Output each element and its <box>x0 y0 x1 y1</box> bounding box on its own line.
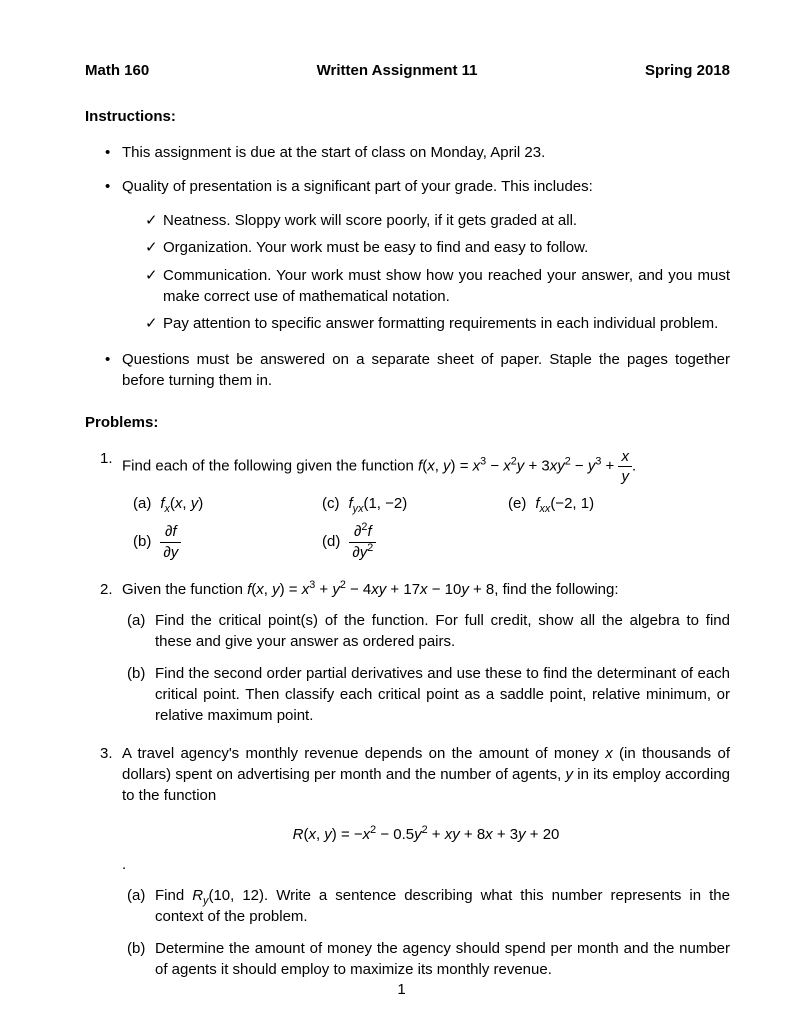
assignment-title: Written Assignment 11 <box>316 62 478 79</box>
problem-1 <box>85 448 730 563</box>
check-item-organization <box>145 237 730 258</box>
problem-3 <box>85 743 730 981</box>
check-item-text: Pay attention to specific answer formatting requirements in each individual problem. <box>163 315 719 333</box>
check-item-communication <box>145 265 730 308</box>
problem-number: 2. <box>100 580 113 598</box>
problem-1-parts <box>133 493 730 561</box>
term-label: Spring 2018 <box>644 62 730 79</box>
part-math: $f_{xx}(-2$, 1) <box>535 495 595 516</box>
problem-1-intro: Find each of the following given the function f(x, $y) = x^3 - x^2y + 3xy^2 - y^3$ + $\frac{x}{y}$ . <box>122 447 637 485</box>
part-empty <box>508 523 730 561</box>
bullet-icon: • <box>105 143 111 161</box>
part-a <box>133 493 322 514</box>
presentation-check-list <box>145 210 730 334</box>
checkmark-icon: ✓ <box>145 266 158 284</box>
problem-3-intro: A travel agency's monthly revenue depends on the amount of money x (in thousands of dollars) spent on advertising per month and the number of agents, y in its employ according to the function <box>122 744 731 805</box>
document-header <box>85 60 730 81</box>
checkmark-icon: ✓ <box>145 239 158 257</box>
problems-heading: Problems: <box>85 414 159 432</box>
instruction-bullet-separate-sheet <box>85 349 730 392</box>
check-item-neatness <box>145 210 730 231</box>
instruction-text: This assignment is due at the start of class on Monday, April 23. <box>122 143 546 161</box>
subpart-text: Find the critical point(s) of the function. For full credit, show all the algebra to find these and give your answer as ordered pairs. <box>155 612 730 651</box>
subpart-text: Find $R_y(10$, 12). Write a sentence describing what this number represents in the context of the problem. <box>155 887 730 926</box>
part-c <box>322 493 508 514</box>
problem-2-part-a <box>122 610 730 653</box>
instruction-text: Questions must be answered on a separate sheet of paper. Staple the pages together before turning them in. <box>122 350 730 389</box>
problem-2 <box>85 579 730 727</box>
problem-3-part-a <box>122 885 730 928</box>
subpart-label: (a) <box>127 887 146 905</box>
subpart-label: (a) <box>127 612 146 630</box>
instructions-heading: Instructions: <box>85 108 176 126</box>
part-label: (c) <box>322 495 340 513</box>
check-item-text: Neatness. Sloppy work will score poorly, if it gets graded at all. <box>163 212 578 230</box>
part-d <box>322 523 508 561</box>
part-math: $f_{yx}(1$, −2) <box>348 495 408 516</box>
problem-body <box>122 448 730 563</box>
instruction-bullet-due-date <box>85 142 730 163</box>
problem-3-part-b <box>122 938 730 981</box>
part-math: $f_x(x$, y) <box>160 495 204 516</box>
course-name: Math 160 <box>85 62 150 79</box>
problem-2-intro: Given the function f(x, $y) = x^3 + y^2 - 4xy + 17x - 10y + 8$, find the following: <box>122 578 619 598</box>
problem-2-part-b <box>122 663 730 727</box>
problem-body <box>122 743 730 981</box>
bullet-icon: • <box>105 177 111 195</box>
subpart-label: (b) <box>127 664 146 682</box>
problem-number: 3. <box>100 744 113 762</box>
check-item-formatting <box>145 313 730 334</box>
part-b <box>133 523 322 561</box>
page-number: 1 <box>397 981 406 999</box>
part-e <box>508 493 730 514</box>
part-math: $\frac{\partial f}{\partial y}$ <box>160 523 181 561</box>
instruction-text: Quality of presentation is a significant part of your grade. This includes: <box>122 177 593 195</box>
checkmark-icon: ✓ <box>145 212 158 230</box>
subpart-text: Find the second order partial derivatives and use these to find the determinant of each critical point. Then classify each critical point as a saddle point, relative minimum, or relative maximum point. <box>155 664 730 725</box>
part-label: (e) <box>508 495 527 513</box>
check-item-text: Organization. Your work must be easy to find and easy to follow. <box>163 239 589 257</box>
subpart-label: (b) <box>127 939 146 957</box>
part-math: $\frac{\partial^2f}{\partial y^2}$ <box>349 523 376 561</box>
instruction-bullet-presentation <box>85 176 730 197</box>
stray-period: . <box>122 855 127 873</box>
bullet-icon: • <box>105 350 111 368</box>
part-label: (b) <box>133 533 152 551</box>
problem-body <box>122 579 730 727</box>
revenue-equation: R(x, $y) = -x^2 - 0.5y^2$ + xy + 8x + 3y + 20 <box>292 823 560 843</box>
part-label: (d) <box>322 533 341 551</box>
problem-number: 1. <box>100 449 113 467</box>
part-label: (a) <box>133 495 152 513</box>
subpart-text: Determine the amount of money the agency should spend per month and the number of agents it should employ to maximize its monthly revenue. <box>155 939 730 979</box>
check-item-text: Communication. Your work must show how you reached your answer, and you must make correct use of mathematical notation. <box>163 266 730 306</box>
checkmark-icon: ✓ <box>145 315 158 333</box>
